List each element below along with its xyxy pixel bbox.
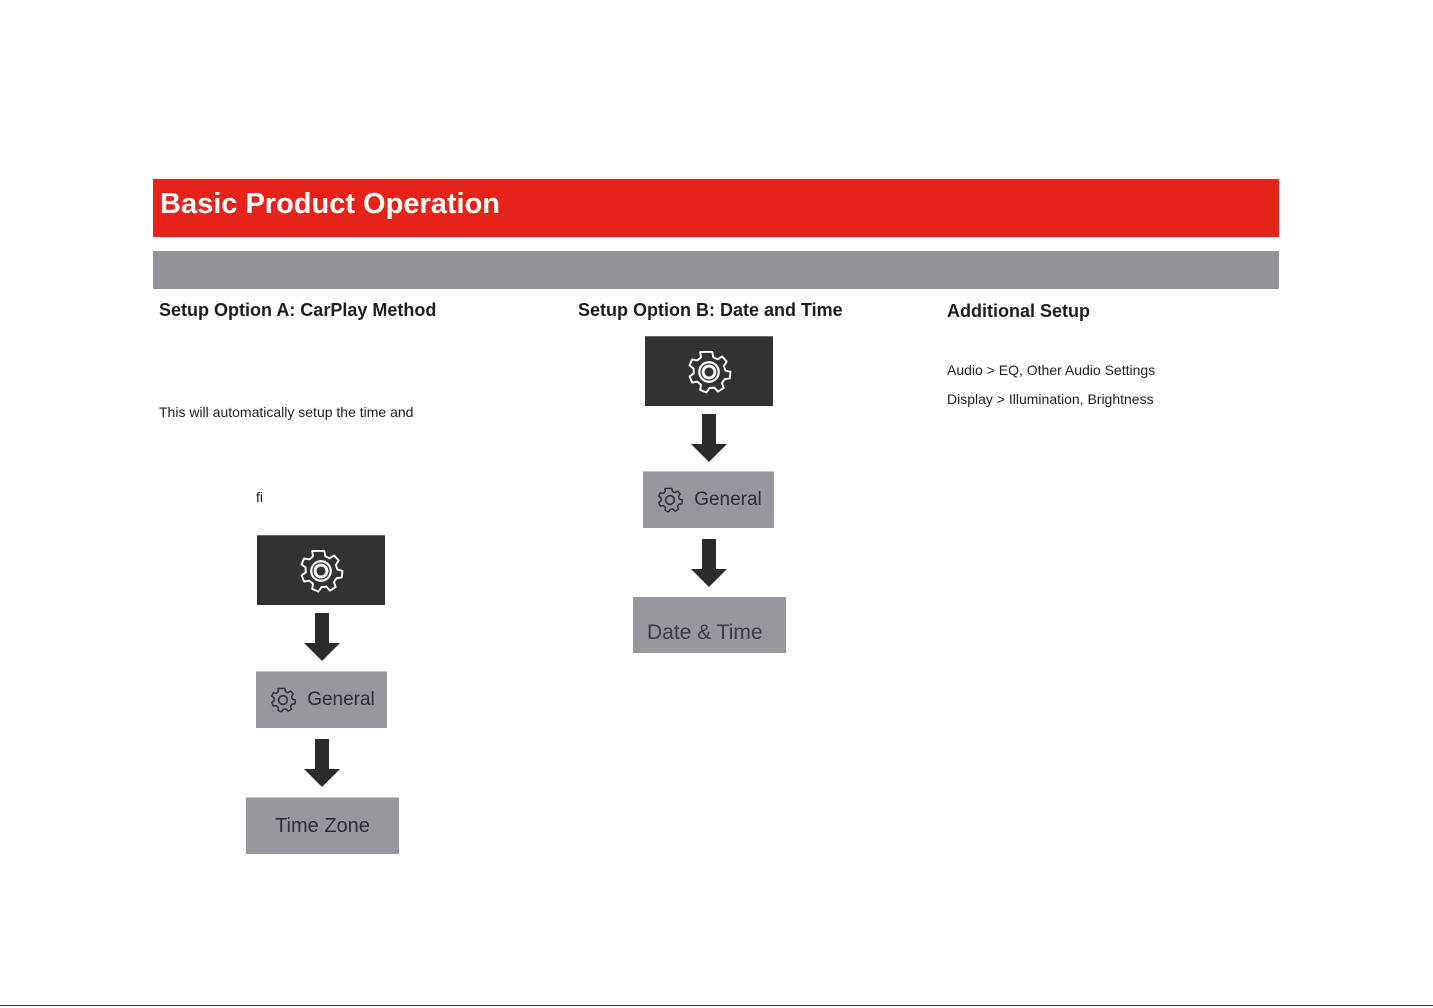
additional-heading: Additional Setup	[947, 301, 1090, 321]
arrow-down-icon	[304, 613, 340, 661]
option-a-text: This will automatically setup the time and	[159, 404, 414, 420]
general-label: General	[694, 489, 762, 510]
date-time-label: Date & Time	[647, 621, 763, 644]
page-title: Basic Product Operation	[160, 188, 501, 220]
gear-icon	[268, 685, 298, 715]
option-a-heading: Setup Option A: CarPlay Method	[159, 300, 437, 320]
time-zone-tile[interactable]	[246, 797, 399, 854]
section-band	[153, 251, 1279, 289]
option-b-heading: Setup Option B: Date and Time	[578, 300, 843, 320]
additional-item-audio: Audio > EQ, Other Audio Settings	[947, 362, 1156, 378]
option-a-text-fragment: fi	[256, 489, 263, 505]
general-label: General	[307, 689, 375, 710]
bottom-rule	[0, 1005, 1433, 1006]
arrow-down-icon	[691, 539, 727, 587]
gear-icon	[683, 346, 735, 398]
settings-tile[interactable]	[645, 336, 773, 406]
gear-icon	[295, 545, 347, 597]
title-bar	[153, 179, 1279, 237]
arrow-down-icon	[691, 414, 727, 462]
general-tile[interactable]	[256, 671, 387, 728]
arrow-down-icon	[304, 739, 340, 787]
settings-tile[interactable]	[257, 535, 385, 605]
additional-item-display: Display > Illumination, Brightness	[947, 391, 1154, 407]
gear-icon	[655, 485, 685, 515]
date-time-tile[interactable]	[633, 597, 786, 653]
time-zone-label: Time Zone	[275, 814, 370, 837]
general-tile[interactable]	[643, 471, 774, 528]
